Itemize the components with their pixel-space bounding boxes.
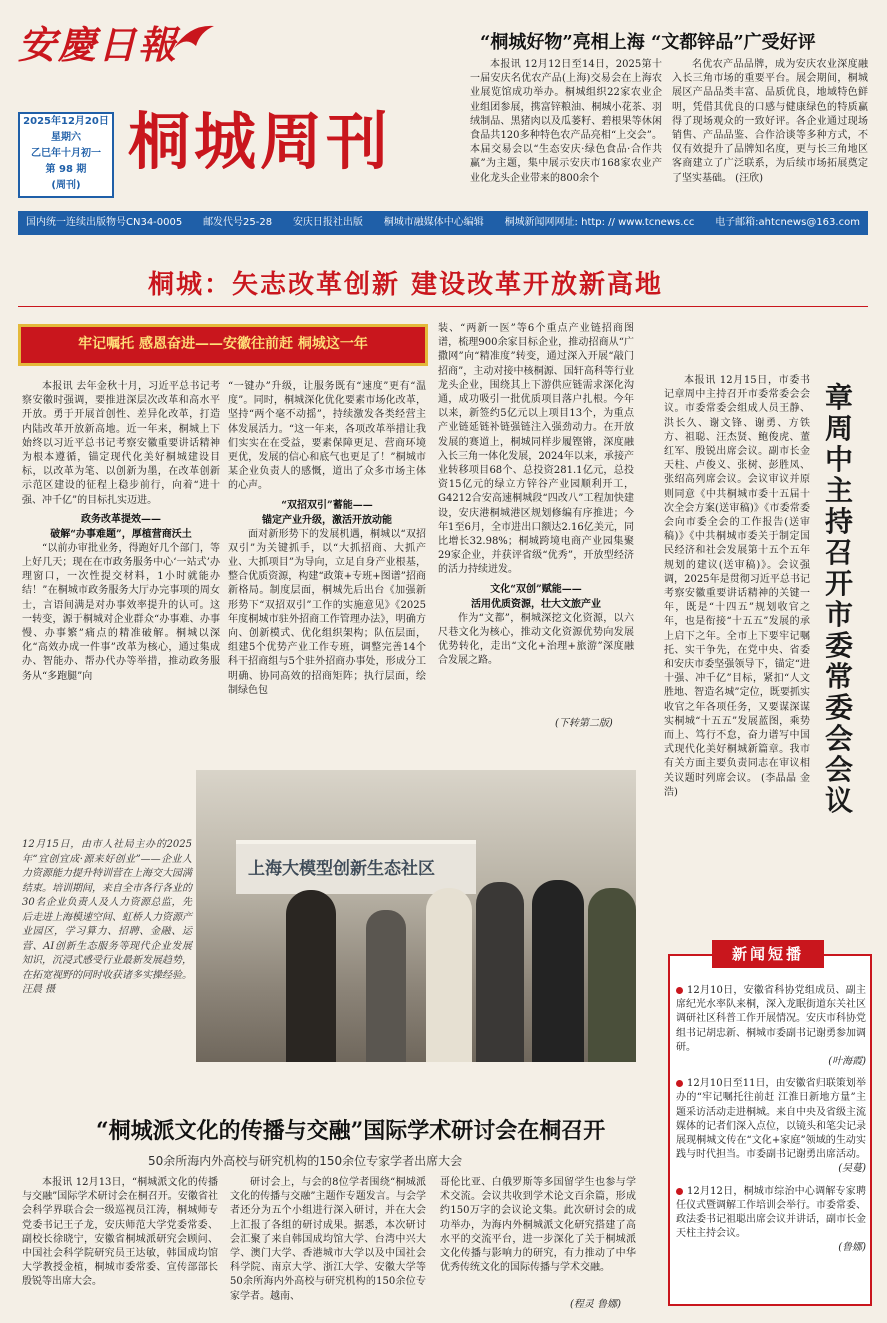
lead-article-col2: “一键办”升级，让服务既有“速度”更有“温度”。同时，桐城深化优化要素市场化改革，坚持“两个毫不动摇”，持续激发各类经营主体发展活力。“这一年来，各项改革举措让我们实实在在受益，要素保障更足、营商环境更优，发展的信心和底气也更足了！”桐城市某企业负责人的感慨，道出了众多市场主体的心声。 “双招双引”蓄能—— 锚定产业升级，激活开放动能 面对新形势下的发展机遇，桐城以“双招双引”为关键抓手，以“大抓招商、大抓产业、大抓项目”为导向，立足自身产业根基，整合优质资源，构建“政策+专班+图谱”招商新格局。制度层面，桐城先后出台《加强新形势下“双招双引”工作的实施意见》《2025年度桐城市驻外招商工作管理办法》，明确方向、创新模式、优化组织架构；队伍层面，组建5个优势产业工作专班，调整完善14个科干招商组与5个驻外招商办事处，形成分工明确、协同高效的招商矩阵；执行层面，绘制绿色包 — [228, 381, 426, 696]
photo-caption: 12月15日，由市人社局主办的2025年“宜创宜成·源来好创业”——企业人力资源能力提升特训营在上海交大园满结束。培训期间，来自全市各行各业的30名企业负责人及人力资源总监，先后走进上海模速空间、虹桥人力资源产业园区，学习算力、招聘、金融、运营、AI创新生态服务等现代企业发展知识，沉浸式感受行业最新发展趋势，在拓宽视野的同时收获诸多实操经验。 汪晨 摄 — [22, 839, 192, 995]
bottom-article-subtitle: 50余所海内外高校与研究机构的150余位专家学者出席大会 — [148, 1154, 463, 1168]
lead-subhead-1-sub: 破解“办事难题”，厚植营商沃土 — [50, 528, 192, 540]
publication-info-bar — [18, 211, 868, 235]
bullet-icon — [676, 1188, 683, 1195]
top-article-col2: 名优农产品品牌，成为安庆农业深度融入长三角市场的重要平台。展会期间，桐城展区产品品类丰富、品质优良，地域特色鲜明，凭借其优良的口感与健康绿色的特质赢得了现场观众的一致好评。各企业通过现场销售、产品品鉴、合作洽谈等多种方式，不仅有效提升了品牌知名度，更与长三角地区客商建立了广泛联系，为后续市场拓展奠定了坚实基础。 (汪欣) — [672, 59, 868, 184]
bottom-article-col1: 本报讯 12月13日，“桐城派文化的传播与交融”国际学术研讨会在桐召开。安徽省社会科学界联合会一级巡视员江涛，桐城师专党委书记王子龙，安庆师范大学党委常委、副校长徐晓宁，安徽省桐城派研究会顾问、中国社会科学院研究员王达敏，韩国成均馆大学教授金植，桐城市委常委、宣传部部长殷锐等出席大会。 — [22, 1177, 218, 1288]
news-brief-item: 12月10日，安徽省科协党组成员、副主席纪光水率队来桐，深入龙眠街道东关社区调研社区科普工作开展情况。安庆市科协党组书记胡忠新、桐城市委副书记谢勇参加调研。 (叶海霞) — [676, 985, 866, 1068]
bottom-article-col3: 哥伦比亚、白俄罗斯等多国留学生也参与学术交流。会议共收到学术论文百余篇，形成约150万字的会议论文集。此次研讨会的成功举办，为海内外桐城派文化研究搭建了高水平的交流平台，进一步深化了关于桐城派文化传播与影响力的研究，有力推动了中华优秀传统文化的国际传播与学术交融。 — [440, 1177, 636, 1274]
lead-article-col3: 装、“两新一医”等6个重点产业链招商图谱，梳理900余家目标企业，推动招商从“广撒网”向“精准度”转变，通过深入开展“敲门招商”，主动对接中核桐源、国轩高科等行业龙头企业，围绕其上下游供应链需求深化沟通，成功吸引一批优质项目落户扎根。今年以来，新签约5亿元以上项目13个，为重点产业链延链补链强链注入强劲动力。在开放发展的赛道上，桐城同样步履铿锵，深度融入长三角一体化发展，2024年以来，承接产业转移项目68个、总投资281.1亿元，总投资15亿元的绿立方锌谷产业园顺利开工，G4212合安高速桐城段“四改八”工程加快建设，安庆港桐城港区规划修编有序推进；今年1至6月，全市进出口额达2.16亿美元，同比增长32.98%；桐城跨境电商产业园集聚29家企业，并获评省级“优秀”，开放型经济的活力持续迸发。 文化“双创”赋能—— 活用优质资源，壮大文旅产业 作为“文都”，桐城深挖文化资源，以六尺巷文化为核心，推动文化资源优势向发展优势转化，走出“文化+治理+旅游”深度融合发展之路。 — [438, 323, 634, 667]
issue-number: 第 98 期 — [45, 164, 87, 175]
info-website[interactable]: 桐城新闻网网址: http: // www.tcnews.cc — [504, 217, 695, 228]
news-brief-item: 12月10日至11日，由安徽省归联策划举办的“牢记嘱托往前赶 江淮日新地方量”主题采访活动走进桐城。来自中央及省级主流媒体的记者们深入点位，以镜头和笔尖记录展现桐城文传在“文化+家庭”领域的生动实践与时代担当。市委副书记谢勇出席活动。 (吴蔓) — [676, 1078, 866, 1175]
photo-person — [366, 910, 406, 1062]
issue-weekday: 星期六 — [51, 132, 81, 143]
bullet-icon — [676, 1080, 683, 1087]
series-banner: 牢记嘱托 感恩奋进——安徽往前赶 桐城这一年 — [18, 324, 428, 366]
info-email[interactable]: 电子邮箱:ahtcnews@163.com — [715, 217, 860, 228]
side-article-body: 本报讯 12月15日，市委书记章周中主持召开市委常委会会议。市委常委会组成人员王静、洪长久、谢文锋、谢勇、方铁方、祖聪、汪杰贤、鲍俊虎、董红军、殷锐出席会议。副市长金天柱、卢俊义、张树、彭胜凤、张绍高列席会议。会议审议并原则同意《中共桐城市委十五届十次全会方案(送审稿)》《市委常委会向市委全会的工作报告(送审稿)》《中共桐城市委关于制定国民经济和社会发展第十五个五年规划的建议(送审稿)》。会议强调，2025年是贯彻习近平总书记考察安徽重要讲话精神的关键一年，既是“十四五”规划收官之年，也是衔接“十五五”发展的承上启下之年。全市上下要牢记嘱托、实干争先，在党中央、省委和安庆市委坚强领导下，锚定“进十强、冲千亿”目标，紧扣“人文胜地、智造名城”定位，既要抓实收官之年各项任务，又要谋深谋实桐城“十五五”发展蓝图，乘势而上、笃行不怠，奋力谱写中国式现代化美好桐城新篇章。我市有关方面主要负责同志在审议相关议题时列席会议。 (李晶晶 金浩) — [664, 375, 810, 798]
bullet-icon — [676, 987, 683, 994]
top-article-title: “桐城好物”亮相上海 “文都锌品”广受好评 — [480, 32, 816, 53]
info-postal-code: 邮发代号25-28 — [203, 217, 273, 228]
photo-person — [286, 890, 336, 1062]
photo-wall-text: 上海大模型创新生态社区 — [248, 859, 435, 879]
side-article-title: 章周中主持召开市委常委会会议 — [824, 381, 853, 817]
issue-lunar: 乙巳年十月初一 — [31, 148, 101, 159]
newspaper-brand: 安慶日報 — [18, 22, 179, 67]
photo-person — [426, 888, 472, 1062]
photo-person — [532, 880, 584, 1062]
brand-logo-icon — [170, 22, 216, 52]
news-brief-item: 12月12日，桐城市综治中心调解专家聘任仪式暨调解工作培训会举行。市委常委、政法委书记祖聪出席会议并讲话，副市长金天柱主持会议。 (鲁娜) — [676, 1185, 866, 1254]
bottom-article-author: (程灵 鲁娜) — [570, 1299, 621, 1310]
continued-note: (下转第二版) — [555, 718, 613, 729]
photo-person — [588, 888, 636, 1062]
news-photo — [196, 770, 636, 1062]
main-headline: 桐城：矢志改革创新 建设改革开放新高地 — [148, 270, 664, 300]
info-editor: 桐城市融媒体中心编辑 — [383, 217, 484, 228]
news-briefs-list — [676, 984, 866, 1302]
lead-subhead-3: 文化“双创”赋能—— — [490, 583, 582, 595]
top-article-col1: 本报讯 12月12日至14日，2025第十一届安庆名优农产品(上海)交易会在上海农业展览馆成功举办。桐城组织22家农业企业组团参展，携富锌粮油、桐城小花茶、羽绒制品、黑猪肉以及瓜蒌籽、碧根果等休闲食品共120多种特色农产品亮相“上交会”。本届交易会以“生态安庆·绿色食品·合作共赢”为主题，集中展示安庆市168家农业产业化龙头企业带来的800余个 — [470, 59, 662, 184]
issue-info-box — [18, 112, 114, 198]
bottom-article-title: “桐城派文化的传播与交融”国际学术研讨会在桐召开 — [96, 1118, 606, 1144]
lead-subhead-3-sub: 活用优质资源，壮大文旅产业 — [471, 598, 601, 610]
lead-article-col1: 本报讯 去年金秋十月，习近平总书记考察安徽时强调，要推进深层次改革和高水平开放。勇于开展首创性、差异化改革，打造内陆改革开放新高地。近一年来，桐城上下始终以习近平总书记考察安徽重要讲话精神为根本遵循，锚定现代化美好桐城建设目标，以改革为笔、以创新为墨，在改革创新示范区建设的征程上稳步前行，向着“进十强、冲千亿”的目标扎实迈进。 政务改革提效—— 破解“办事难题”，厚植营商沃土 “以前办审批业务，得跑好几个部门，等上好几天；现在在市政务服务中心‘一站式’办理窗口，一次性提交材料，1小时就能办结！”在桐城市政务服务大厅办完事项的周女士，言语间满是对办事效率提升的认可。这一转变，源于桐城对企业群众“办事难、办事慢、办事繁”痛点的精准破解。桐城以深化“高效办成一件事”改革为核心，通过集成办、智能办、帮办代办等举措，推动政务服务从“多跑腿”向 — [22, 381, 220, 682]
page-title: 桐城周刊 — [128, 105, 393, 178]
issue-date: 2025年12月20日 — [23, 116, 109, 127]
news-briefs-title: 新闻短播 — [712, 940, 824, 968]
issue-period: (周刊) — [51, 180, 81, 191]
lead-subhead-2: “双招双引”蓄能—— — [281, 499, 373, 511]
lead-subhead-2-sub: 锚定产业升级，激活开放动能 — [262, 514, 392, 526]
lead-subhead-1: 政务改革提效—— — [81, 513, 161, 525]
headline-divider — [18, 306, 868, 307]
bottom-article-col2: 研讨会上，与会的8位学者围绕“桐城派文化的传播与交融”主题作专题发言。与会学者还分为五个小组进行深入研讨，并在大会上汇报了各组的研讨成果。据悉，本次研讨会汇聚了来自韩国成均馆大学、台湾中兴大学、澳门大学、香港城市大学以及中国社会科学院、南京大学、浙江大学、安徽大学等50余所海内外高校与研究机构的150余位专家学者。越南、 — [230, 1177, 426, 1302]
info-cn-number: 国内统一连续出版物号CN34-0005 — [26, 217, 183, 228]
photo-person — [476, 882, 524, 1062]
info-publisher: 安庆日报社出版 — [292, 217, 363, 228]
